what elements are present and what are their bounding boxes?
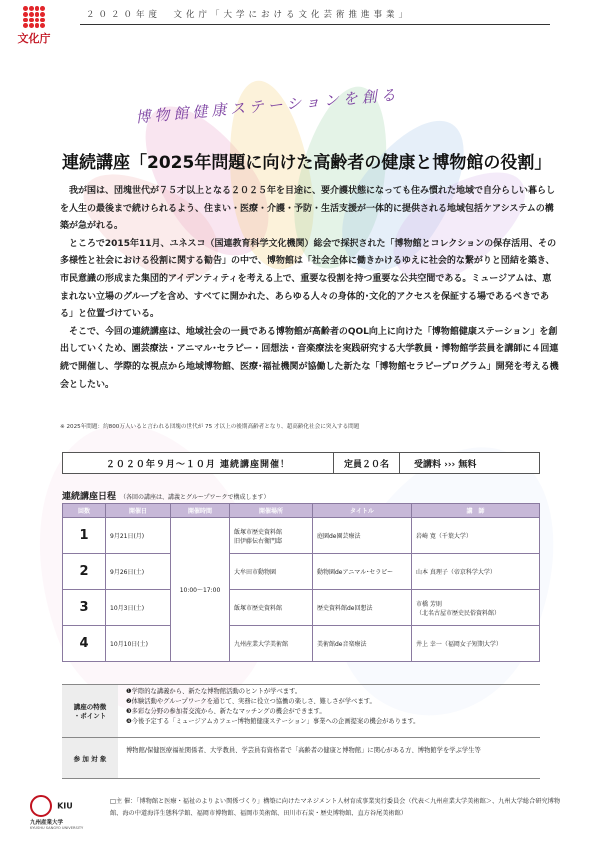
column-header: 回数 — [63, 504, 106, 518]
agency-logo-text: 文化庁 — [17, 32, 51, 45]
session-time: 10:00〜17:00 — [171, 518, 230, 662]
event-dates: ２０２０年９月〜１０月 連続講座開催！ — [105, 459, 291, 470]
session-title: 庭園de園芸療法 — [313, 518, 412, 554]
features-label: 講座の特徴 ・ポイント — [62, 685, 118, 737]
session-number: 2 — [63, 554, 106, 590]
audience-label: 参 加 対 象 — [62, 738, 118, 778]
session-lecturer: 山本 真理子（帝京科学大学） — [412, 554, 540, 590]
schedule-title: 連続講座日程 — [62, 492, 117, 502]
table-row — [63, 626, 540, 662]
table-row — [63, 554, 540, 590]
session-date: 10月10日(土) — [106, 626, 171, 662]
session-venue: 飯塚市歴史資料館 — [230, 590, 313, 626]
column-header: 開催時間 — [171, 504, 230, 518]
session-date: 9月21日(月) — [106, 518, 171, 554]
header-text: ２０２０年度 文化庁「大学における文化芸術推進事業」 — [86, 10, 412, 20]
session-number: 4 — [63, 626, 106, 662]
header-rule — [80, 24, 550, 25]
university-name: 九州産業大学 — [30, 820, 64, 826]
agency-logo-mark — [23, 6, 45, 28]
table-row — [63, 590, 540, 626]
page-title: 連続講座「2025年問題に向けた高齢者の健康と博物館の役割」 — [62, 153, 552, 173]
session-venue: 九州産業大学美術館 — [230, 626, 313, 662]
column-header: タイトル — [313, 504, 412, 518]
body-paragraph: ところで2015年11月、ユネスコ（国連教育科学文化機関）総会で採択された「博物館とコレクションの保存活用、その多様性と社会における役割に関する勧告」の中で、博物館は「社会全体に働きかけるゆえに社会的な繋がりと団結を築き、市民意識の形成また集団的アイデンティティを考える上で、重要な役割を持つ重要な公共空間である。ミュージアムは、恵まれない立場のグループを含め、すべてに開かれた、あらゆる人々の身体的･文化的アクセスを保証する場であるべきである」と位置づけている。 — [60, 238, 557, 320]
event-banner — [62, 452, 540, 474]
session-lecturer: 岩崎 寛（千葉大学） — [412, 518, 540, 554]
university-logo — [30, 795, 90, 830]
event-fee: 受講料 ››› 無料 — [414, 459, 477, 470]
university-emblem-icon — [30, 795, 52, 817]
session-venue: 飯塚市歴史資料館 旧伊藤伝右衛門邸 — [230, 518, 313, 554]
event-capacity: 定員２０名 — [343, 459, 389, 470]
column-header: 講 師 — [412, 504, 540, 518]
schedule-note: （各回の講座は、講義とグループワークで構成します） — [120, 494, 270, 501]
session-date: 9月26日(土) — [106, 554, 171, 590]
footnote: ※ 2025年問題：約800万人いると言われる団塊の世代が 75 才以上の後期高齢者となり、超高齢化社会に突入する問題 — [60, 424, 360, 430]
subtitle: 博物館健康ステーションを創る — [134, 85, 401, 127]
session-number: 3 — [63, 590, 106, 626]
body-paragraph: 我が国は、団塊世代が７５才以上となる２０２５年を目途に、要介護状態になっても住み慣れた地域で自分らしい暮らしを人生の最後まで続けられるよう、住まい・医療・介護・予防・生活支援が一体的に提供される地域包括ケアシステムの構築が急がれる。 — [60, 186, 556, 232]
university-abbr: KIU — [57, 801, 73, 811]
session-lecturer: 井上 幸一（福岡女子短期大学） — [412, 626, 540, 662]
features-row — [62, 684, 540, 737]
session-number: 1 — [63, 518, 106, 554]
body-paragraph: そこで、今回の連続講座は、地域社会の一員である博物館が高齢者のQOL向上に向けた「博物館健康ステーション」を創出していくため、園芸療法・アニマル･セラピー・回想法・音楽療法を実践研究する大学教員・博物館学芸員を講師に４回連続で開催し、学際的な視点から地域博物館、医療･福祉機関が協働した新たな「博物館セラピープログラム」開発を考える機会としたい。 — [60, 326, 559, 390]
column-header: 開催日 — [106, 504, 171, 518]
sponsor-text: □主 催：「博物館と医療・福祉のよりよい関係づくり」構築に向けたマネジメント人材育成事業実行委員会（代表＜九州産業大学美術館＞、九州大学総合研究博物館、海の中道海洋生態科学館、福岡市博物館、福岡市美術館、田川市石炭・歴史博物館、直方谷尾美術館） — [110, 798, 561, 817]
body-text — [60, 183, 560, 394]
info-section — [62, 684, 540, 779]
feature-item: ❸多彩な分野の参加者交流から、新たなマッチングの機会ができます。 — [126, 708, 326, 715]
feature-item: ❹今後予定する「ミュージアムカフェー博物館健康ステーション」事業への企画提案の機会があります。 — [126, 718, 420, 725]
session-date: 10月3日(土) — [106, 590, 171, 626]
feature-item: ❶学際的な講義から、新たな博物館活動のヒントが学べます。 — [126, 688, 302, 695]
session-lecturer: 市橋 芳則 （北名古屋市歴史民俗資料館） — [412, 590, 540, 626]
session-title: 美術館de音楽療法 — [313, 626, 412, 662]
features-list — [118, 685, 540, 737]
audience-row — [62, 737, 540, 779]
session-title: 動物園deアニマル･セラピー — [313, 554, 412, 590]
agency-logo — [14, 6, 54, 51]
session-title: 歴史資料館de回想法 — [313, 590, 412, 626]
session-venue: 大牟田市動物園 — [230, 554, 313, 590]
audience-text: 博物館/保健医療福祉関係者、大学教員、学芸員有資格者で「高齢者の健康と博物館」に関心がある方、博物館学を学ぶ学生等 — [126, 747, 481, 754]
column-header: 開催場所 — [230, 504, 313, 518]
header — [80, 8, 550, 30]
schedule-table — [62, 503, 540, 662]
schedule-heading — [62, 489, 270, 502]
university-name-en: KYUSHU SANGYO UNIVERSITY — [30, 826, 84, 830]
feature-item: ❷体験活動やグループワークを通じて、実務に役立つ協働の楽しさ、難しさが学べます。 — [126, 698, 376, 705]
table-row — [63, 518, 540, 554]
table-header-row — [63, 504, 540, 518]
